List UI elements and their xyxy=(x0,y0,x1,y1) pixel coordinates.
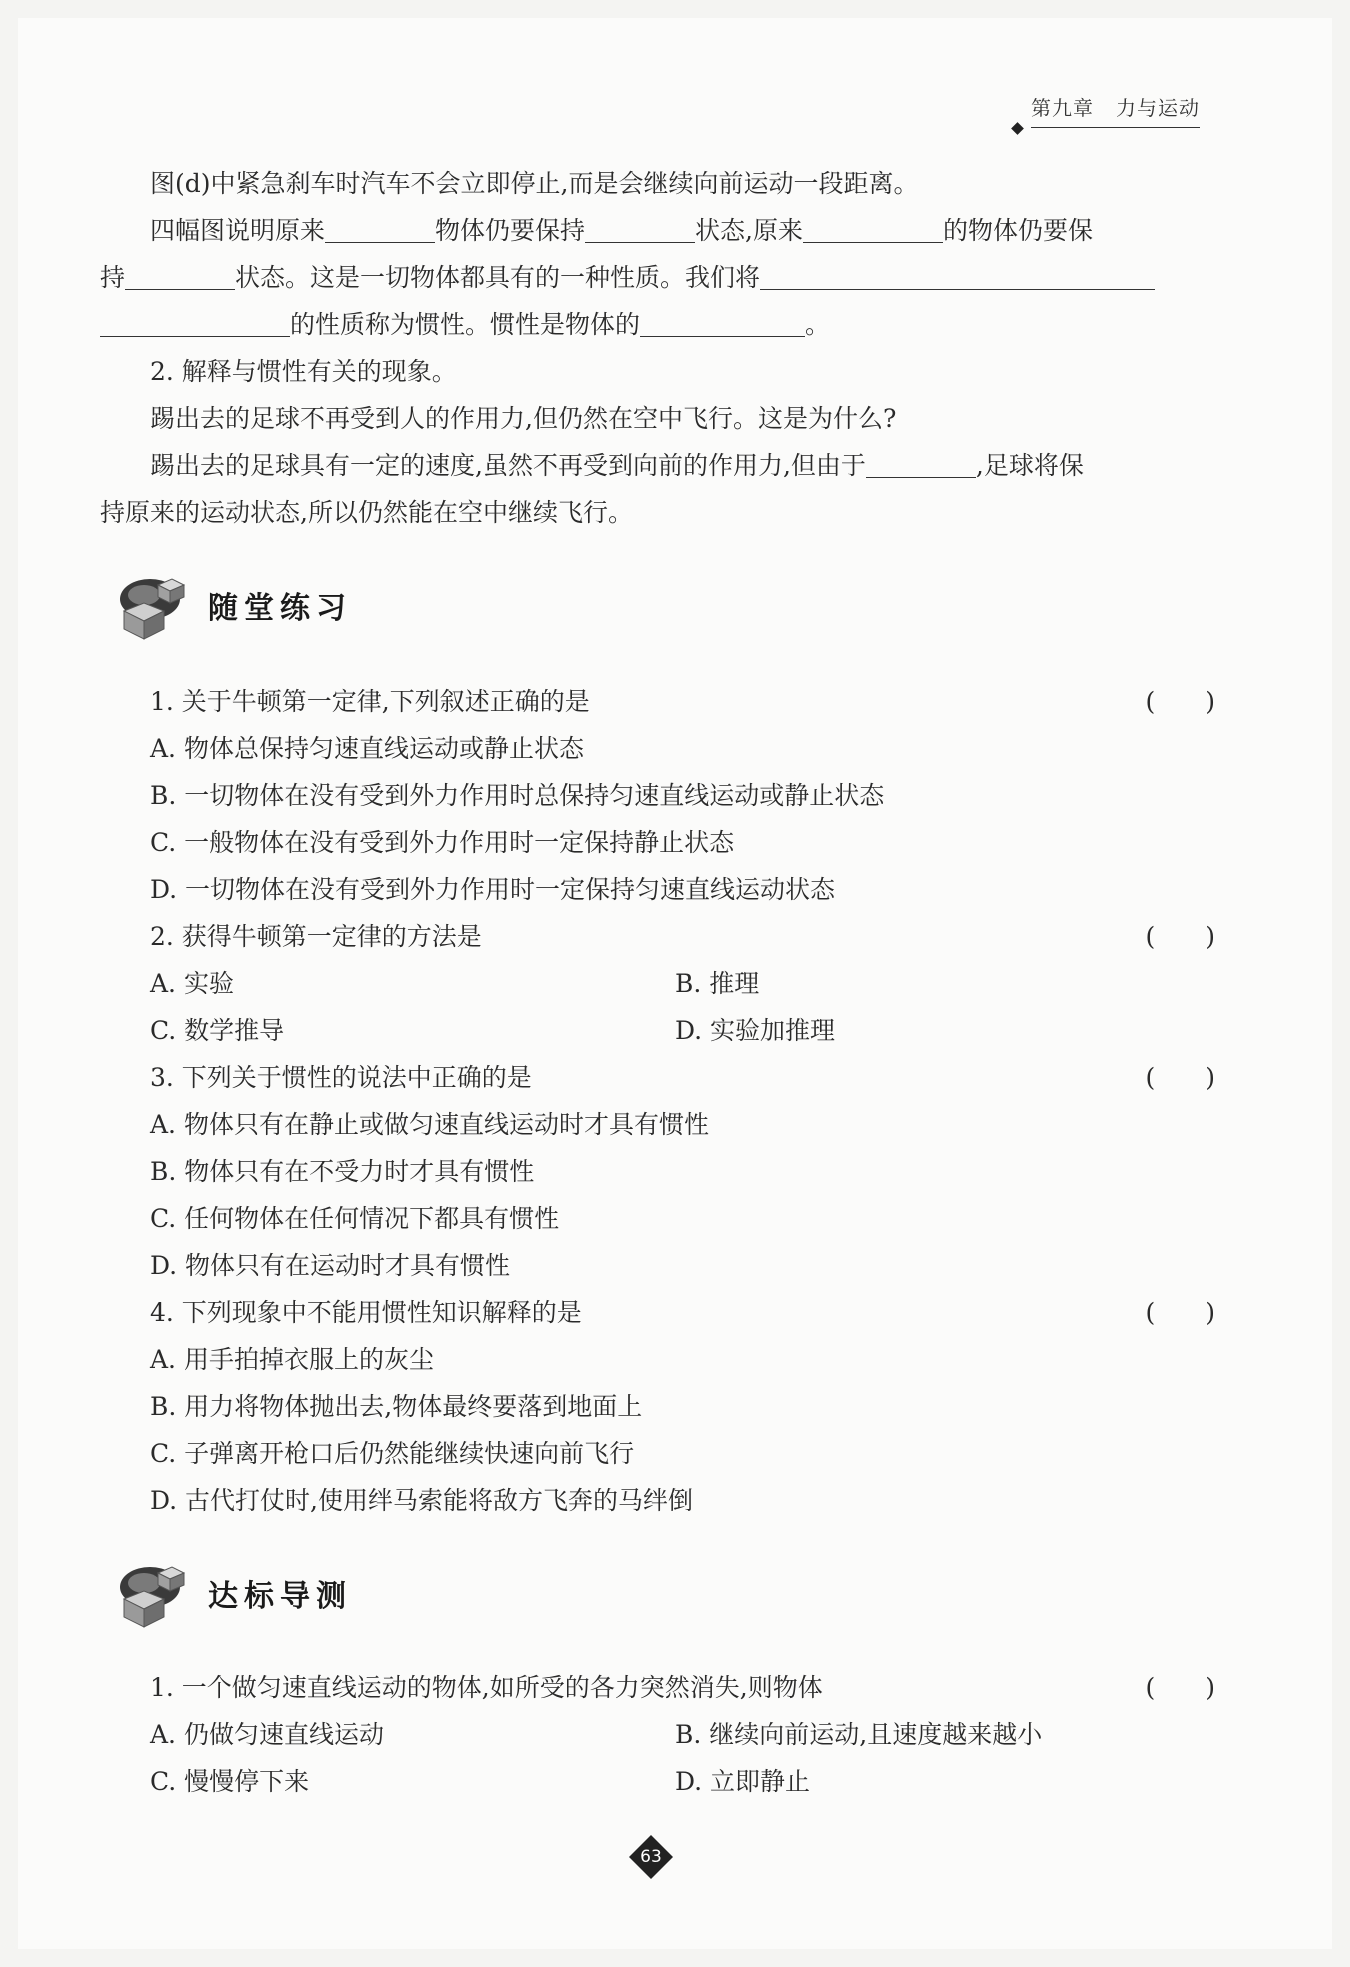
question-stem xyxy=(150,913,1215,960)
option[interactable]: B. 推理 xyxy=(675,969,760,998)
paragraph: 图(d)中紧急刹车时汽车不会立即停止,而是会继续向前运动一段距离。 xyxy=(150,169,919,198)
chapter-number: 第九章 xyxy=(1031,96,1094,120)
text: 四幅图说明原来 xyxy=(150,216,326,245)
section-title: 达标导测 xyxy=(208,1579,352,1614)
option[interactable]: A. 用手拍掉衣服上的灰尘 xyxy=(150,1345,434,1374)
stem-text: 4. 下列现象中不能用惯性知识解释的是 xyxy=(150,1298,582,1327)
option[interactable]: A. 实验 xyxy=(150,969,234,998)
text: 的性质称为惯性。惯性是物体的 xyxy=(290,310,641,339)
text: 持 xyxy=(100,263,126,292)
paragraph xyxy=(100,442,1215,489)
option[interactable]: B. 用力将物体抛出去,物体最终要落到地面上 xyxy=(150,1392,643,1421)
answer-parentheses[interactable]: ( ) xyxy=(1145,1673,1215,1702)
question xyxy=(150,1054,1215,1289)
paragraph xyxy=(100,254,1215,301)
question-stem xyxy=(150,678,1215,725)
answer-parentheses[interactable]: ( ) xyxy=(1145,1298,1215,1327)
option[interactable]: D. 物体只有在运动时才具有惯性 xyxy=(150,1251,511,1280)
text: ,足球将保 xyxy=(975,451,1084,480)
page-number-badge xyxy=(628,1834,674,1880)
page-number: 63 xyxy=(640,1847,662,1867)
option[interactable]: C. 慢慢停下来 xyxy=(150,1767,310,1796)
stem-text: 2. 获得牛顿第一定律的方法是 xyxy=(150,922,482,951)
chapter-header xyxy=(1031,92,1200,128)
option[interactable]: A. 物体只有在静止或做匀速直线运动时才具有惯性 xyxy=(150,1110,709,1139)
text: 状态。这是一切物体都具有的一种性质。我们将 xyxy=(235,263,761,292)
stem-text: 1. 一个做匀速直线运动的物体,如所受的各力突然消失,则物体 xyxy=(150,1673,823,1702)
paragraph: 持原来的运动状态,所以仍然能在空中继续飞行。 xyxy=(100,498,633,527)
question xyxy=(150,1664,1215,1805)
option[interactable]: B. 继续向前运动,且速度越来越小 xyxy=(675,1720,1043,1749)
option[interactable]: C. 子弹离开枪口后仍然能继续快速向前飞行 xyxy=(150,1439,635,1468)
text: 的物体仍要保 xyxy=(942,216,1093,245)
intro-text xyxy=(100,160,1215,536)
question xyxy=(150,1289,1215,1524)
text: 。 xyxy=(805,310,831,339)
question-stem xyxy=(150,1289,1215,1336)
fill-blank[interactable] xyxy=(640,306,805,337)
chapter-title: 力与运动 xyxy=(1116,96,1200,120)
fill-blank[interactable] xyxy=(100,306,290,337)
answer-parentheses[interactable]: ( ) xyxy=(1145,922,1215,951)
option[interactable]: D. 古代打仗时,使用绊马索能将敌方飞奔的马绊倒 xyxy=(150,1486,693,1515)
answer-parentheses[interactable]: ( ) xyxy=(1145,687,1215,716)
answer-parentheses[interactable]: ( ) xyxy=(1145,1063,1215,1092)
question-stem xyxy=(150,1054,1215,1101)
fill-blank[interactable] xyxy=(125,259,235,290)
cube-icon xyxy=(110,565,190,645)
stem-text: 1. 关于牛顿第一定律,下列叙述正确的是 xyxy=(150,687,590,716)
question xyxy=(150,913,1215,1054)
stem-text: 3. 下列关于惯性的说法中正确的是 xyxy=(150,1063,532,1092)
options-row xyxy=(150,1758,1215,1805)
cube-icon xyxy=(110,1553,190,1633)
fill-blank[interactable] xyxy=(585,212,695,243)
text: 状态,原来 xyxy=(695,216,803,245)
question xyxy=(150,678,1215,913)
fill-blank[interactable] xyxy=(866,447,976,478)
option[interactable]: B. 一切物体在没有受到外力作用时总保持匀速直线运动或静止状态 xyxy=(150,781,885,810)
option[interactable]: C. 任何物体在任何情况下都具有惯性 xyxy=(150,1204,560,1233)
options-row xyxy=(150,960,1215,1007)
option[interactable]: D. 一切物体在没有受到外力作用时一定保持匀速直线运动状态 xyxy=(150,875,836,904)
options-row xyxy=(150,1711,1215,1758)
paragraph: 2. 解释与惯性有关的现象。 xyxy=(150,357,457,386)
text: 物体仍要保持 xyxy=(435,216,586,245)
option[interactable]: C. 数学推导 xyxy=(150,1016,285,1045)
text: 踢出去的足球具有一定的速度,虽然不再受到向前的作用力,但由于 xyxy=(150,451,866,480)
fill-blank[interactable] xyxy=(325,212,435,243)
paragraph xyxy=(100,301,1215,348)
option[interactable]: D. 实验加推理 xyxy=(675,1016,836,1045)
option[interactable]: D. 立即静止 xyxy=(675,1767,811,1796)
paragraph: 踢出去的足球不再受到人的作用力,但仍然在空中飞行。这是为什么? xyxy=(150,404,897,433)
option[interactable]: A. 物体总保持匀速直线运动或静止状态 xyxy=(150,734,584,763)
options-row xyxy=(150,1007,1215,1054)
option[interactable]: A. 仍做匀速直线运动 xyxy=(150,1720,384,1749)
fill-blank[interactable] xyxy=(803,212,943,243)
option[interactable]: C. 一般物体在没有受到外力作用时一定保持静止状态 xyxy=(150,828,735,857)
section-title: 随堂练习 xyxy=(208,591,352,626)
fill-blank[interactable] xyxy=(760,259,1155,290)
question-stem xyxy=(150,1664,1215,1711)
paragraph xyxy=(100,207,1215,254)
option[interactable]: B. 物体只有在不受力时才具有惯性 xyxy=(150,1157,535,1186)
